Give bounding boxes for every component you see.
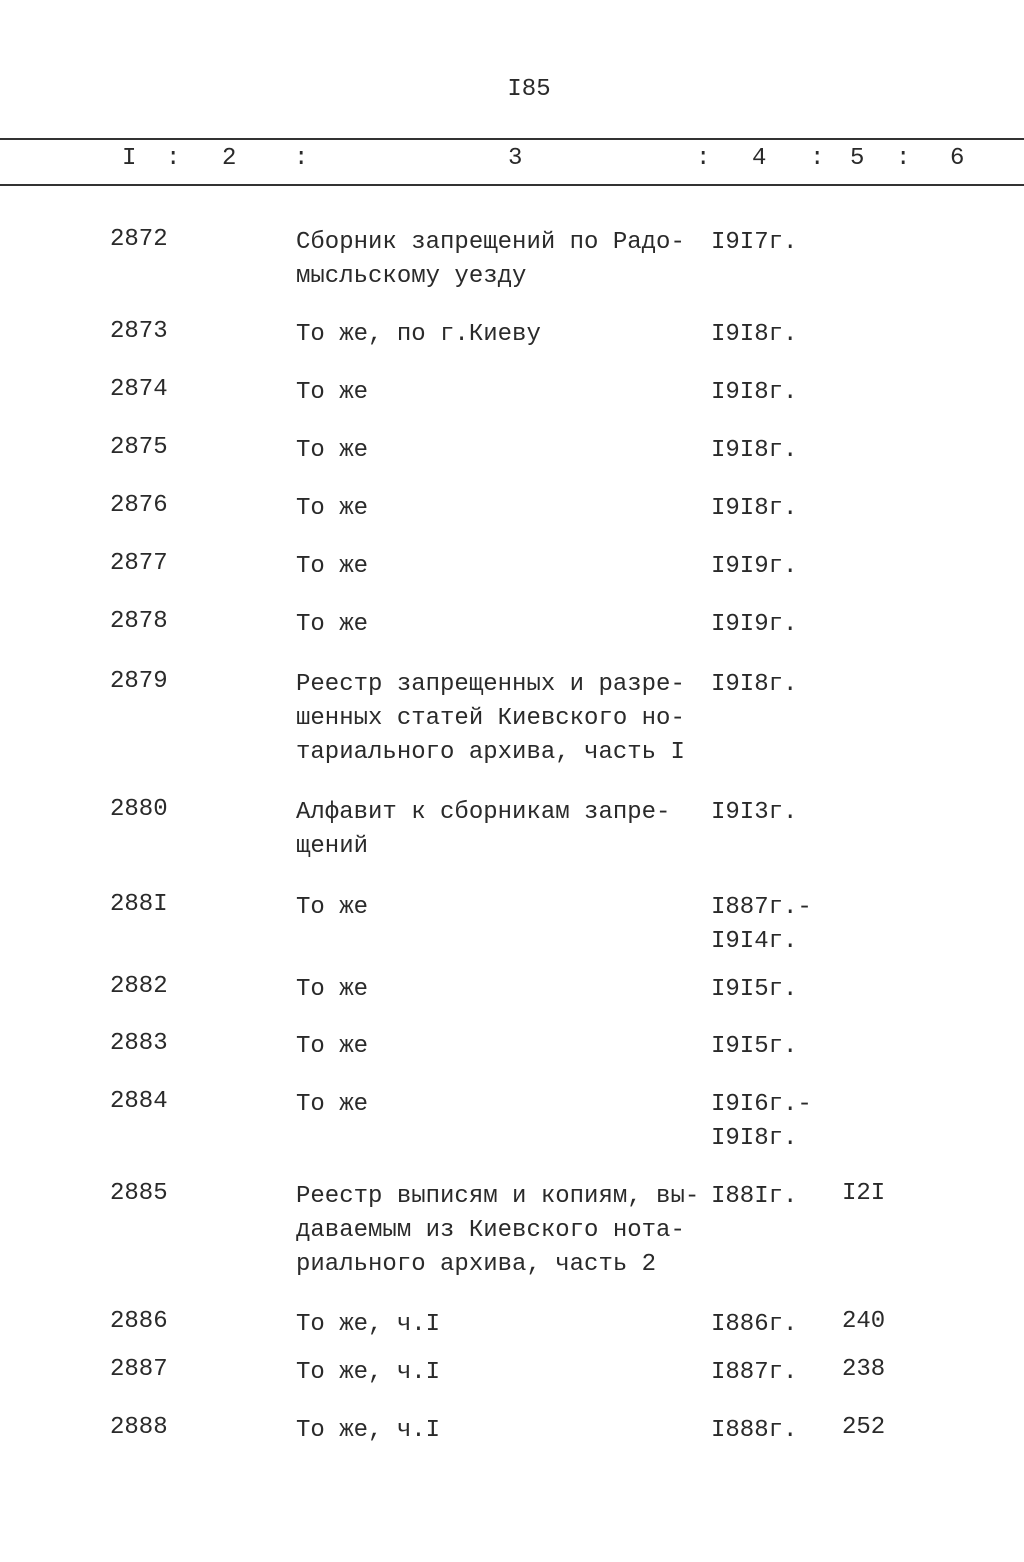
item-title: То же [296,1033,369,1060]
column-header-4: 4 [752,145,767,172]
item-title: То же, ч.I [296,1311,441,1338]
column-separator: : [810,145,825,172]
item-dates: I9I8г. [711,495,798,522]
page-number: I85 [507,76,551,103]
item-title: То же [296,553,369,580]
item-number: 2884 [110,1088,168,1115]
column-header-2: 2 [222,145,237,172]
column-header-6: 6 [950,145,965,172]
item-number: 2882 [110,973,168,1000]
item-dates: I887г. [711,1359,798,1386]
item-number: 2874 [110,376,168,403]
item-number: 2883 [110,1030,168,1057]
item-dates: I886г. [711,1311,798,1338]
item-title: То же, ч.I [296,1359,441,1386]
item-number: 2872 [110,226,168,253]
item-number: 2879 [110,668,168,695]
item-dates: I888г. [711,1417,798,1444]
item-dates: I9I8г. [711,379,798,406]
header-top-rule [0,138,1024,140]
column-header-5: 5 [850,145,865,172]
item-sheet-count: 240 [842,1308,886,1335]
item-dates: I9I8г. [711,321,798,348]
item-number: 2876 [110,492,168,519]
item-dates: I9I8г. [711,671,798,698]
item-title: То же, по г.Киеву [296,321,541,348]
item-title: То же [296,611,369,638]
item-number: 2878 [110,608,168,635]
item-number: 2875 [110,434,168,461]
item-dates: I9I9г. [711,611,798,638]
item-number: 2887 [110,1356,168,1383]
column-header-3: 3 [508,145,523,172]
item-title: Реестр запрещенных и разре- шенных статей Киевского но- тариального архива, часть I [296,671,685,766]
column-separator: : [166,145,181,172]
item-title: То же [296,379,369,406]
item-number: 2877 [110,550,168,577]
column-header-1: I [122,145,137,172]
item-title: То же [296,894,369,921]
item-title: То же [296,1091,369,1118]
item-number: 288I [110,891,168,918]
item-number: 2873 [110,318,168,345]
item-dates: I9I3г. [711,799,798,826]
item-dates: I88Iг. [711,1183,798,1210]
item-number: 2885 [110,1180,168,1207]
item-dates: I887г.- I9I4г. [711,894,812,955]
item-sheet-count: 238 [842,1356,886,1383]
item-title: Сборник запрещений по Радо- мысльскому уезду [296,229,685,290]
item-title: Алфавит к сборникам запре- щений [296,799,671,860]
item-number: 2880 [110,796,168,823]
item-number: 2888 [110,1414,168,1441]
item-title: То же [296,495,369,522]
header-bottom-rule [0,184,1024,186]
item-dates: I9I5г. [711,976,798,1003]
item-dates: I9I8г. [711,437,798,464]
item-title: Реестр выписям и копиям, вы- даваемым из Киевского нота- риального архива, часть 2 [296,1183,700,1278]
item-title: То же [296,976,369,1003]
item-dates: I9I7г. [711,229,798,256]
item-number: 2886 [110,1308,168,1335]
item-title: То же [296,437,369,464]
item-title: То же, ч.I [296,1417,441,1444]
item-sheet-count: 252 [842,1414,886,1441]
column-separator: : [696,145,711,172]
item-dates: I9I5г. [711,1033,798,1060]
column-separator: : [294,145,309,172]
item-dates: I9I6г.- I9I8г. [711,1091,812,1152]
column-separator: : [896,145,911,172]
item-sheet-count: I2I [842,1180,886,1207]
item-dates: I9I9г. [711,553,798,580]
